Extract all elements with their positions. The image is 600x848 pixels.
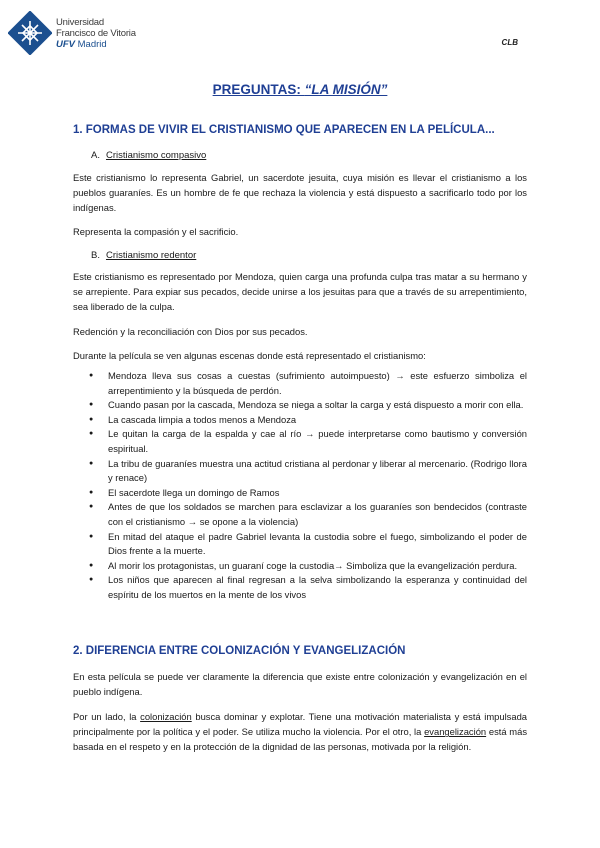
list-item: ● La cascada limpia a todos menos a Mendoza bbox=[73, 413, 527, 428]
subsection-a-heading bbox=[91, 150, 206, 161]
university-logo-icon bbox=[8, 11, 52, 55]
paragraph-b-2: Redención y la reconciliación con Dios por sus pecados. bbox=[73, 326, 308, 337]
section-2-heading: 2. DIFERENCIA ENTRE COLONIZACIÓN Y EVANGELIZACIÓN bbox=[73, 645, 406, 657]
list-item: ● La tribu de guaraníes muestra una actitud cristiana al perdonar y liberar al mercenario. (Rodrigo llora y renace) bbox=[73, 457, 527, 486]
title-prefix: PREGUNTAS: bbox=[212, 82, 305, 97]
subsection-b-label: Cristianismo redentor bbox=[105, 250, 197, 261]
term-evangelizacion: evangelización bbox=[424, 726, 487, 738]
logo-line-3 bbox=[56, 39, 136, 50]
logo-ufv: UFV bbox=[56, 38, 75, 50]
university-header bbox=[8, 10, 136, 56]
scene-list bbox=[73, 369, 527, 603]
logo-line-2: Francisco de Vitoria bbox=[56, 27, 136, 39]
logo-line-1: Universidad bbox=[56, 16, 104, 28]
list-item: ● El sacerdote llega un domingo de Ramos bbox=[73, 486, 527, 501]
list-item: ● Cuando pasan por la cascada, Mendoza se niega a soltar la carga y está dispuesto a morir con ella. bbox=[73, 398, 527, 413]
title-film-name: “LA MISIÓN” bbox=[304, 82, 388, 97]
list-item: ● Antes de que los soldados se marchen para esclavizar a los guaraníes son bendecidos (contraste con el cristianismo → se opone a la violencia) bbox=[73, 500, 527, 529]
list-item: ● Al morir los protagonistas, un guaraní coge la custodia→ Simboliza que la evangelización perdura. bbox=[73, 559, 527, 574]
paragraph-b-3: Durante la película se ven algunas escenas donde está representado el cristianismo: bbox=[73, 350, 426, 361]
paragraph-2-1: En esta película se puede ver claramente la diferencia que existe entre colonización y evangelización en el pueblo indígena. bbox=[73, 671, 527, 698]
paragraph-2-2-part-c: está más basada en el respeto y en la protección de la dignidad de las personas, motivada por la religión. bbox=[73, 726, 528, 753]
list-item: ● En mitad del ataque el padre Gabriel levanta la custodia sobre el fuego, simbolizando el poder de Dios frente a la muerte. bbox=[73, 530, 527, 559]
list-item: ● Los niños que aparecen al final regresan a la selva simbolizando la esperanza y continuidad del espíritu de los muertos en la mente de los vivos bbox=[73, 573, 527, 602]
subsection-b-letter: B. bbox=[91, 250, 100, 261]
paragraph-2-2-part-b: busca dominar y explotar. Tiene una motivación materialista y está impulsada principalmente por la política y el poder. Se utiliza mucho la violencia. Por el otro, la bbox=[73, 711, 528, 738]
page-title bbox=[0, 82, 600, 97]
section-1-heading: 1. FORMAS DE VIVIR EL CRISTIANISMO QUE APARECEN EN LA PELÍCULA... bbox=[73, 124, 495, 136]
list-item: ● Mendoza lleva sus cosas a cuestas (sufrimiento autoimpuesto) → este esfuerzo simboliza el arrepentimiento y la búsqueda de perdón. bbox=[73, 369, 527, 398]
paragraph-b-1: Este cristianismo es representado por Mendoza, quien carga una profunda culpa tras matar a su hermano y se arrepiente. Para expiar sus pecados, decide unirse a los jesuitas para que a través de su arrepentimiento, sea liberado de la culpa. bbox=[73, 271, 527, 313]
list-item: ● Le quitan la carga de la espalda y cae al río → puede interpretarse como bautismo y conversión espiritual. bbox=[73, 427, 527, 456]
subsection-b-heading bbox=[91, 250, 196, 261]
author-initials: CLB bbox=[501, 38, 518, 47]
logo-madrid: Madrid bbox=[77, 38, 107, 50]
university-name bbox=[56, 17, 136, 50]
paragraph-a-2: Representa la compasión y el sacrificio. bbox=[73, 226, 239, 237]
paragraph-a-1: Este cristianismo lo representa Gabriel, un sacerdote jesuita, cuya misión es llevar el cristianismo a los pueblos guaraníes. Es un hombre de fe que rechaza la violencia y está dispuesto a sacrificarlo todo por los indígenas. bbox=[73, 172, 527, 214]
subsection-a-letter: A. bbox=[91, 150, 100, 161]
paragraph-2-2 bbox=[73, 709, 527, 755]
paragraph-2-2-part-a: Por un lado, la bbox=[73, 711, 141, 722]
term-colonizacion: colonización bbox=[140, 711, 192, 722]
subsection-a-label: Cristianismo compasivo bbox=[105, 150, 207, 161]
